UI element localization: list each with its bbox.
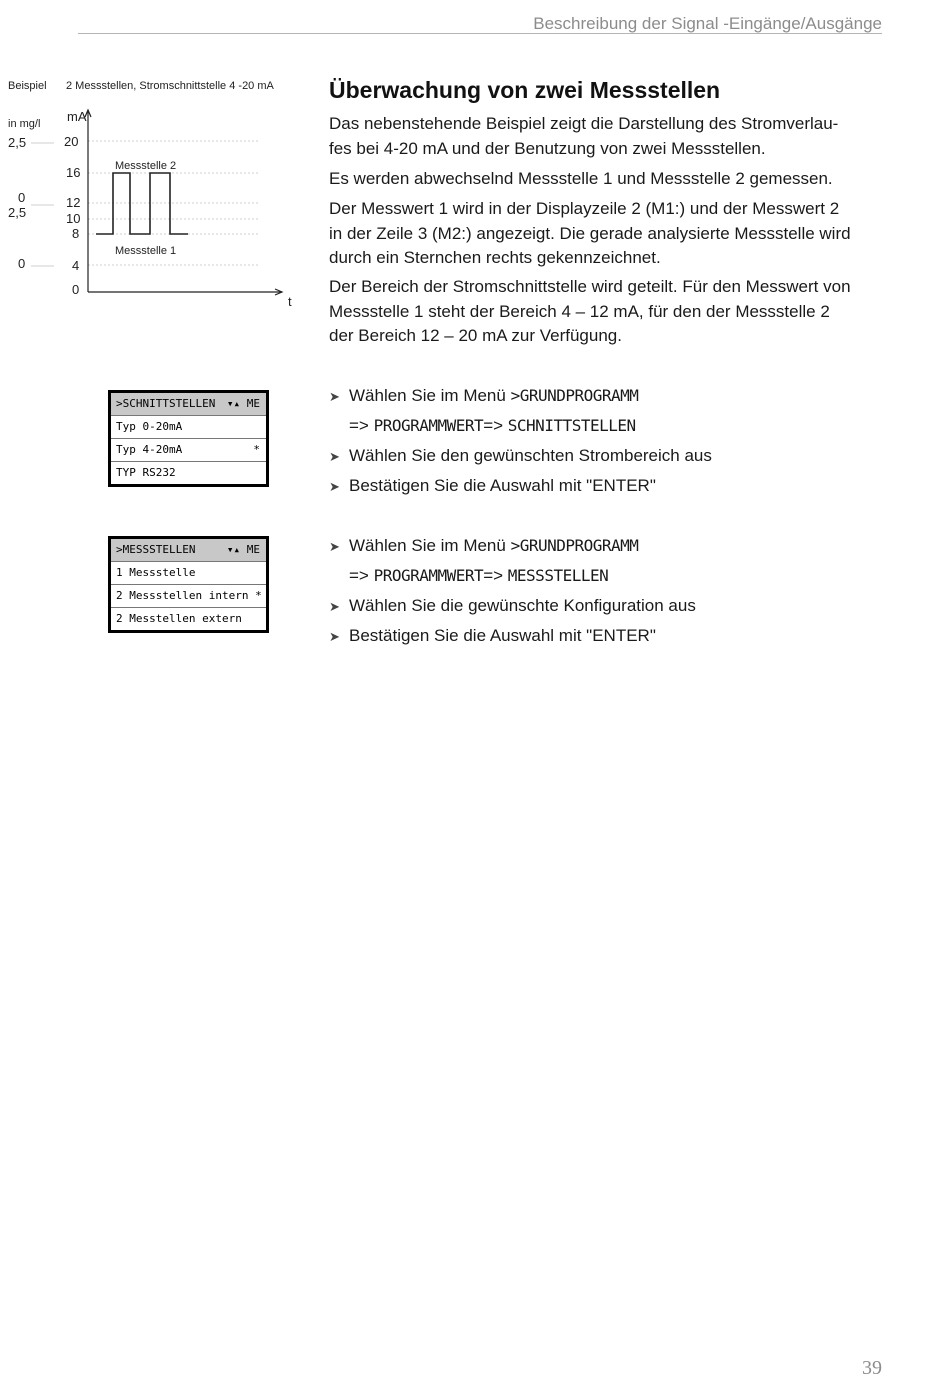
- menu-path-code: SCHNITTSTELLEN: [507, 416, 636, 435]
- page-number: 39: [862, 1357, 882, 1379]
- paragraph-line: der Bereich 12 – 20 mA zur Verfügung.: [329, 326, 622, 345]
- ma-tick: 4: [72, 258, 80, 273]
- signal-diagram: [0, 70, 310, 320]
- ma-tick: 0: [72, 282, 80, 297]
- menu-path-code: >GRUNDPROGRAMM: [510, 536, 639, 555]
- paragraph-display-lines: [329, 197, 889, 271]
- diagram-unit-axis: mA: [67, 109, 87, 124]
- step-text: Bestätigen Sie die Auswahl mit "ENTER": [349, 476, 656, 495]
- step-text: Wählen Sie im Menü: [349, 536, 511, 555]
- lcd-option[interactable]: [111, 561, 266, 584]
- diagram-leader-lines: [31, 143, 54, 266]
- ma-tick: 20: [64, 134, 79, 149]
- paragraph-line: Der Bereich der Stromschnittstelle wird geteilt. Für den Messwert von: [329, 277, 851, 296]
- lcd-option-label: 2 Messtellen extern: [116, 612, 242, 625]
- mgl-label: 2,5: [8, 135, 27, 150]
- arrow-bullet-icon: ➤: [329, 599, 340, 614]
- ma-tick: 8: [72, 226, 80, 241]
- lcd-nav-indicator: ▾▴ ME: [226, 397, 260, 410]
- arrow-bullet-icon: ➤: [329, 479, 340, 494]
- menu-path-code: >GRUNDPROGRAMM: [510, 386, 639, 405]
- lcd-header: [111, 539, 266, 561]
- mgl-label: 0: [18, 190, 26, 205]
- lcd-header-label: >MESSSTELLEN: [116, 543, 196, 556]
- lcd-option[interactable]: [111, 461, 266, 484]
- paragraph-intro: [329, 112, 889, 161]
- lcd-option-label: 2 Messstellen intern *: [116, 589, 262, 602]
- instruction-step: [329, 381, 889, 411]
- menu-path-code: PROGRAMMWERT: [373, 416, 484, 435]
- step-text: Wählen Sie den gewünschten Strombereich aus: [349, 446, 712, 465]
- paragraph-line: in der Zeile 3 (M2:) angezeigt. Die gerade analysierte Messstelle wird: [329, 223, 851, 243]
- lcd-option[interactable]: [111, 584, 266, 607]
- instructions-messstellen: [329, 531, 889, 651]
- diagram-unit-left: in mg/l: [8, 118, 41, 130]
- arrow-bullet-icon: ➤: [329, 389, 340, 404]
- lcd-option-label: Typ 4-20mA: [116, 443, 183, 456]
- step-text: =>: [483, 416, 508, 435]
- step-text: Wählen Sie die gewünschte Konfiguration aus: [349, 596, 696, 615]
- step-text: =>: [349, 416, 374, 435]
- instructions-schnittstellen: [329, 381, 889, 501]
- ma-tick: 10: [66, 211, 81, 226]
- instruction-step: [329, 591, 889, 621]
- diagram-label-ms1: Messstelle 1: [115, 245, 177, 257]
- paragraph-line: Messstelle 1 steht der Bereich 4 – 12 mA, für den der Messstelle 2: [329, 301, 830, 321]
- instruction-step: [329, 561, 889, 591]
- paragraph-line: Der Messwert 1 wird in der Displayzeile 2 (M1:) und der Messwert 2: [329, 199, 840, 218]
- ma-tick: 16: [66, 165, 81, 180]
- step-text: Bestätigen Sie die Auswahl mit "ENTER": [349, 626, 656, 645]
- running-header: Beschreibung der Signal -Eingänge/Ausgänge: [533, 14, 882, 33]
- step-text: =>: [349, 566, 374, 585]
- paragraph-line: fes bei 4-20 mA und der Benutzung von zwei Messstellen.: [329, 138, 766, 158]
- diagram-label-ms2: Messstelle 2: [115, 160, 177, 172]
- diagram-t-label: t: [288, 294, 292, 309]
- diagram-beispiel-label: Beispiel: [8, 80, 47, 92]
- instruction-step: [329, 531, 889, 561]
- lcd-schnittstellen: [108, 390, 269, 487]
- menu-path-code: PROGRAMMWERT: [373, 566, 484, 585]
- lcd-option-label: 1 Messstelle: [116, 566, 196, 579]
- section-title: Überwachung von zwei Messstellen: [329, 77, 721, 103]
- lcd-nav-indicator: ▾▴ ME: [226, 543, 260, 556]
- arrow-bullet-icon: ➤: [329, 629, 340, 644]
- paragraph-line: durch ein Sternchen rechts gekennzeichnet.: [329, 248, 661, 267]
- lcd-option-label: TYP RS232: [116, 466, 176, 479]
- diagram-ma-ticks: [64, 134, 80, 297]
- lcd-header: [111, 393, 266, 415]
- selected-marker: *: [253, 443, 260, 456]
- lcd-option-label: Typ 0-20mA: [116, 420, 183, 433]
- lcd-messstellen: [108, 536, 269, 633]
- arrow-bullet-icon: ➤: [329, 539, 340, 554]
- lcd-option[interactable]: [111, 415, 266, 438]
- menu-path-code: MESSSTELLEN: [507, 566, 609, 585]
- arrow-bullet-icon: ➤: [329, 449, 340, 464]
- diagram-mgl-labels: [8, 135, 26, 271]
- lcd-header-label: >SCHNITTSTELLEN: [116, 397, 216, 410]
- paragraph-line: Es werden abwechselnd Messstelle 1 und Messstelle 2 gemessen.: [329, 169, 833, 188]
- diagram-caption: 2 Messstellen, Stromschnittstelle 4 -20 mA: [66, 80, 274, 92]
- instruction-step: [329, 621, 889, 651]
- paragraph-alternating: [329, 167, 889, 192]
- instruction-step: [329, 411, 889, 441]
- mgl-label: 2,5: [8, 205, 27, 220]
- ma-tick: 12: [66, 195, 81, 210]
- lcd-option[interactable]: [111, 607, 266, 630]
- step-text: =>: [483, 566, 508, 585]
- instruction-step: [329, 441, 889, 471]
- mgl-label: 0: [18, 256, 26, 271]
- paragraph-line: Das nebenstehende Beispiel zeigt die Darstellung des Stromverlau-: [329, 114, 839, 133]
- lcd-option[interactable]: [111, 438, 266, 461]
- instruction-step: [329, 471, 889, 501]
- header-divider: [78, 33, 882, 34]
- step-text: Wählen Sie im Menü: [349, 386, 511, 405]
- paragraph-range: [329, 275, 889, 349]
